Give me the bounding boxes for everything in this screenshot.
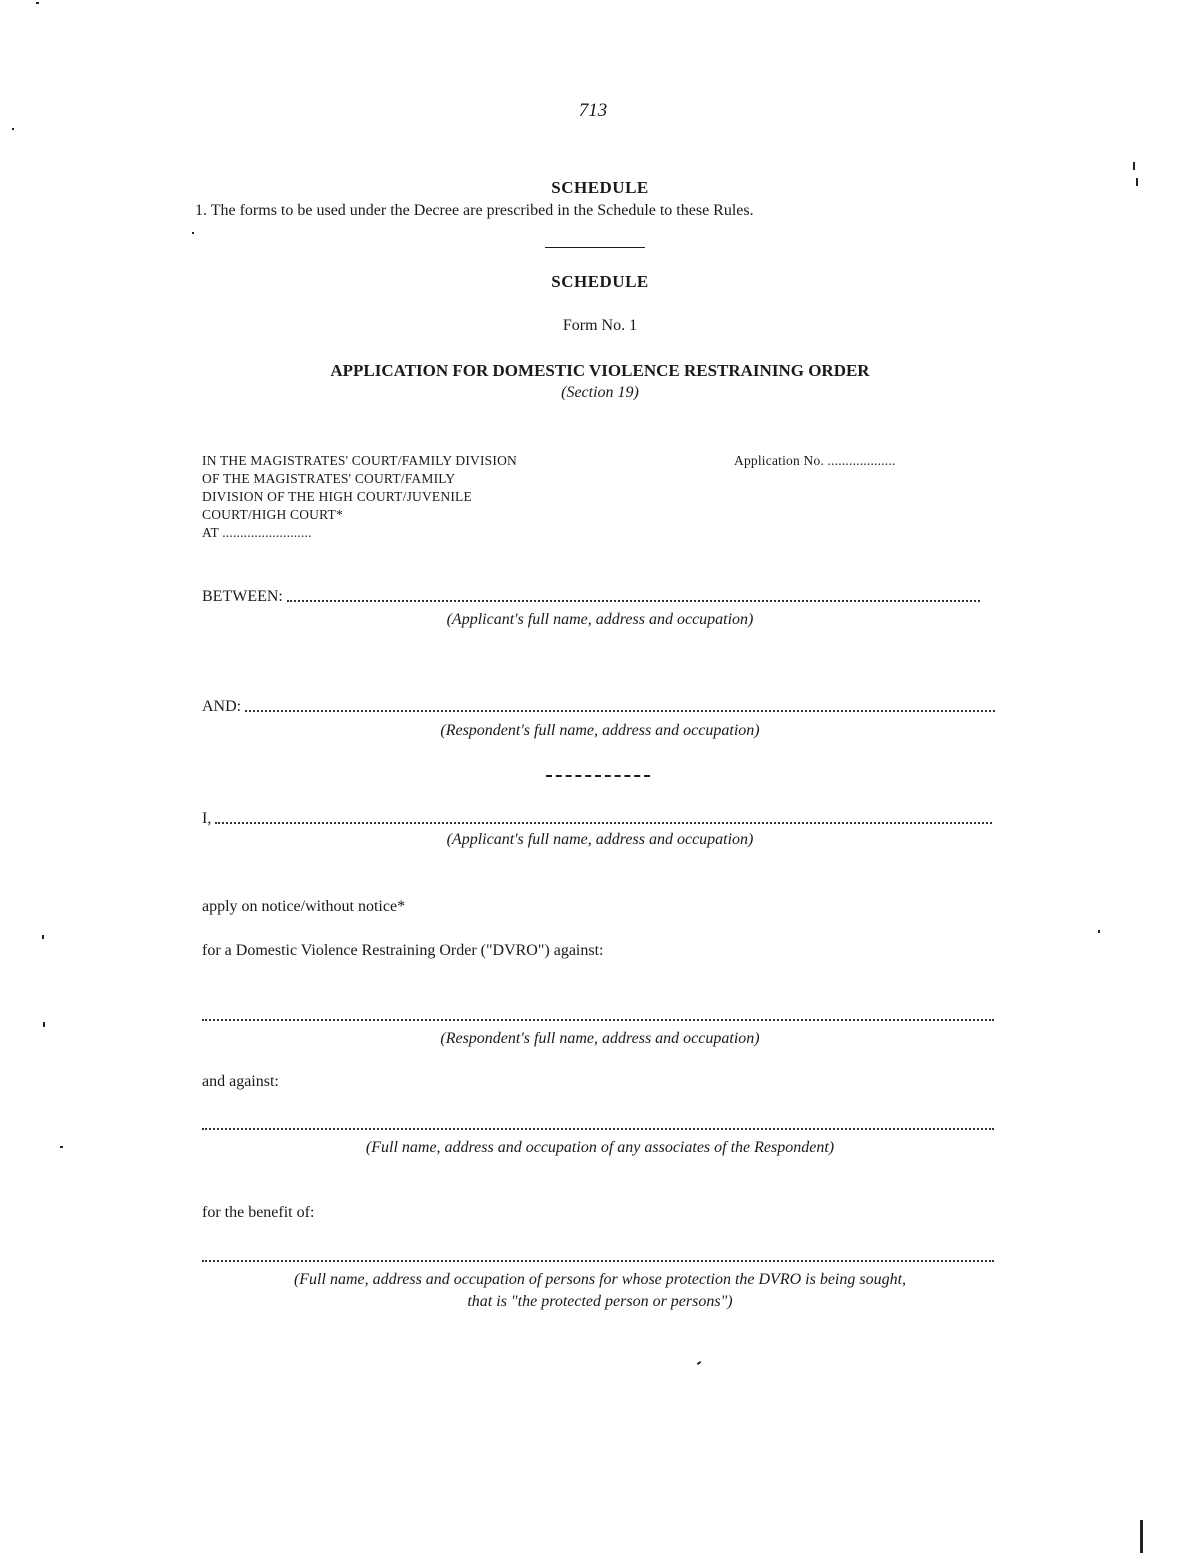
dashed-separator: [546, 775, 650, 777]
associates-dotted-line: [202, 1128, 994, 1130]
scan-speck: [42, 935, 44, 939]
page-number: 713: [578, 100, 608, 121]
scan-speck: [192, 232, 194, 234]
protected-caption-line-2: that is "the protected person or persons"): [467, 1293, 733, 1310]
and-field: [202, 698, 995, 716]
scan-edge-mark: [1140, 1520, 1143, 1553]
and-caption: (Respondent's full name, address and occupation): [440, 722, 760, 739]
scan-speck: [36, 2, 39, 4]
for-dvro-line: for a Domestic Violence Restraining Order ("DVRO") against:: [202, 942, 604, 959]
respondent-caption: (Respondent's full name, address and occupation): [440, 1030, 760, 1047]
applicant-field: [202, 810, 992, 828]
associates-caption: (Full name, address and occupation of any associates of the Respondent): [365, 1139, 835, 1156]
between-field: [202, 588, 980, 606]
court-block: [202, 452, 632, 542]
application-number: Application No. ...................: [734, 453, 896, 468]
scan-speck: [697, 1361, 701, 1365]
schedule-heading: SCHEDULE: [551, 178, 649, 197]
court-line: DIVISION OF THE HIGH COURT/JUVENILE: [202, 489, 472, 504]
separator-rule: [545, 247, 645, 248]
scan-speck: [1098, 930, 1100, 933]
scan-speck: [1133, 162, 1135, 170]
applicant-caption: (Applicant's full name, address and occupation): [446, 831, 754, 848]
scan-speck: [12, 128, 14, 130]
and-against-label: and against:: [202, 1073, 279, 1090]
applicant-label: I,: [202, 810, 212, 827]
protected-caption-line-1: (Full name, address and occupation of persons for whose protection the DVRO is being sought,: [293, 1271, 907, 1288]
court-line: AT .........................: [202, 525, 312, 540]
schedule-heading-2: SCHEDULE: [551, 272, 649, 291]
between-dotted-line: [287, 600, 980, 602]
form-number: Form No. 1: [562, 317, 638, 334]
benefit-label: for the benefit of:: [202, 1204, 315, 1221]
apply-line: apply on notice/without notice*: [202, 898, 406, 915]
court-line: COURT/HIGH COURT*: [202, 507, 343, 522]
respondent-dotted-line: [202, 1019, 994, 1021]
court-line: OF THE MAGISTRATES' COURT/FAMILY: [202, 471, 456, 486]
form-title: APPLICATION FOR DOMESTIC VIOLENCE RESTRAINING ORDER: [330, 361, 870, 380]
scan-speck: [1136, 178, 1138, 186]
applicant-dotted-line: [215, 822, 992, 824]
and-dotted-line: [245, 710, 995, 712]
intro-line: 1. The forms to be used under the Decree are prescribed in the Schedule to these Rules.: [195, 202, 754, 219]
between-label: BETWEEN:: [202, 588, 283, 605]
and-label: AND:: [202, 698, 242, 715]
form-section: (Section 19): [561, 384, 639, 401]
scan-speck: [43, 1022, 45, 1027]
scan-speck: [60, 1146, 63, 1148]
court-line: IN THE MAGISTRATES' COURT/FAMILY DIVISION: [202, 453, 517, 468]
between-caption: (Applicant's full name, address and occupation): [446, 611, 754, 628]
protected-dotted-line: [202, 1260, 994, 1262]
